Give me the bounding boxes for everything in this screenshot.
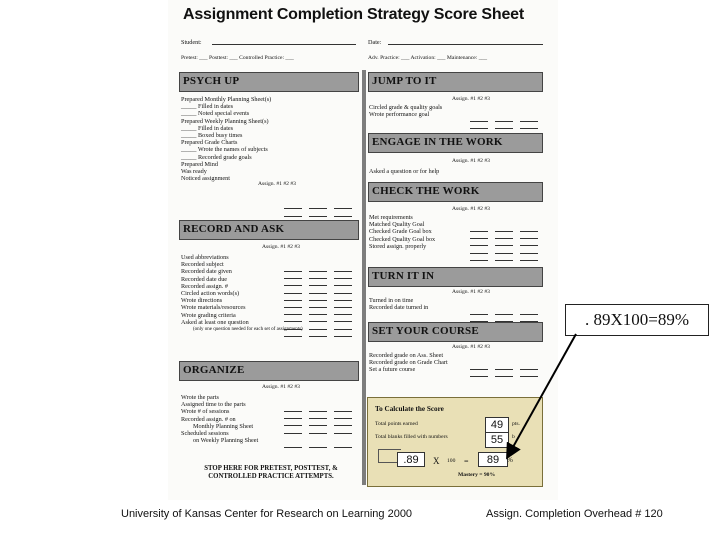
turn-it-in-heading: TURN IT IN bbox=[368, 267, 543, 287]
list-item: Asked a question or for help bbox=[369, 168, 440, 175]
organize-blanks bbox=[284, 394, 359, 444]
list-item: Prepared Weekly Planning Sheet(s) bbox=[181, 117, 269, 125]
list-item: Asked at least one question bbox=[181, 318, 249, 326]
calc-times: X bbox=[433, 456, 440, 466]
psych-up-list bbox=[181, 96, 271, 182]
stop-note: STOP HERE FOR PRETEST, POSTTEST, & CONTROLLED PRACTICE ATTEMPTS. bbox=[204, 465, 338, 480]
list-item: Recorded grade on Ass. Sheet bbox=[369, 352, 444, 359]
list-item: Circled grade & quality goals bbox=[369, 104, 443, 111]
organize-assign-header: Assign. #1 #2 #3 bbox=[262, 384, 300, 390]
list-item: Recorded date turned in bbox=[369, 304, 429, 312]
date-label: Date: bbox=[368, 39, 382, 46]
list-item: Recorded assign. # on bbox=[181, 415, 236, 423]
list-item: _____ Filled in dates bbox=[181, 103, 234, 111]
list-item: _____ Wrote the names of subjects bbox=[181, 146, 268, 154]
list-item: Prepared Mind bbox=[181, 160, 218, 168]
column-separator bbox=[362, 70, 366, 485]
list-item: Scheduled sessions bbox=[181, 430, 229, 438]
record-blanks bbox=[284, 254, 359, 326]
calc-row2-label: Total blanks filled with numbers bbox=[375, 434, 448, 440]
list-item: Wrote directions bbox=[181, 297, 223, 305]
engage-list bbox=[369, 168, 439, 175]
student-line bbox=[212, 44, 356, 45]
jump-list bbox=[369, 104, 442, 118]
list-item: Wrote # of sessions bbox=[181, 408, 230, 416]
set-course-assign-header: Assign. #1 #2 #3 bbox=[452, 344, 490, 350]
psych-up-heading: PSYCH UP bbox=[179, 72, 359, 92]
list-item: Checked Grade Goal box bbox=[369, 228, 432, 236]
list-item: on Weekly Planning Sheet bbox=[193, 437, 259, 445]
turn-assign-header: Assign. #1 #2 #3 bbox=[452, 289, 490, 295]
list-item: Wrote materials/resources bbox=[181, 304, 246, 312]
set-course-list bbox=[369, 352, 448, 374]
list-item: Recorded assign. # bbox=[181, 282, 228, 290]
list-item: Met requirements bbox=[369, 214, 413, 221]
check-blanks bbox=[470, 214, 545, 250]
practice-label: Adv. Practice: ___ Activation: ___ Maintenance: ___ bbox=[368, 55, 488, 61]
check-heading: CHECK THE WORK bbox=[368, 182, 543, 202]
blank-row bbox=[284, 199, 359, 217]
check-assign-header: Assign. #1 #2 #3 bbox=[452, 206, 490, 212]
calc-equals: = bbox=[464, 457, 469, 466]
engage-assign-header: Assign. #1 #2 #3 bbox=[452, 158, 490, 164]
list-item: _____ Boxed busy times bbox=[181, 132, 243, 140]
list-item: Recorded date given bbox=[181, 268, 232, 276]
calc-mastery: Mastery = 90% bbox=[458, 472, 496, 478]
list-item: Wrote the parts bbox=[181, 394, 219, 401]
score-percent-value: 89 bbox=[478, 452, 508, 467]
list-item: Assigned time to the parts bbox=[181, 401, 246, 409]
jump-assign-header: Assign. #1 #2 #3 bbox=[452, 96, 490, 102]
psych-up-assign-header: Assign. #1 #2 #3 bbox=[258, 181, 296, 187]
score-callout: . 89X100=89% bbox=[565, 304, 709, 336]
list-item: Prepared Grade Charts bbox=[181, 139, 238, 147]
list-item: _____ Noted special events bbox=[181, 110, 250, 118]
list-item: Circled action words(s) bbox=[181, 290, 240, 298]
list-item: Monthly Planning Sheet bbox=[193, 422, 254, 430]
footer-right: Assign. Completion Overhead # 120 bbox=[486, 508, 663, 520]
score-fraction-value: .89 bbox=[397, 452, 425, 467]
list-item: Used abbreviations bbox=[181, 254, 229, 261]
list-item: (only one question needed for each set of assignments) bbox=[193, 327, 303, 333]
jump-to-it-heading: JUMP TO IT bbox=[368, 72, 543, 92]
calc-row2-unit: b bbox=[512, 434, 515, 440]
calc-row1-unit: pts. bbox=[512, 421, 520, 427]
list-item: Wrote grading criteria bbox=[181, 311, 236, 319]
list-item: Prepared Monthly Planning Sheet(s) bbox=[181, 96, 272, 103]
points-earned-value: 49 bbox=[485, 417, 509, 433]
sheet-title: Assignment Completion Strategy Score Sheet bbox=[183, 6, 525, 23]
student-label: Student: bbox=[181, 39, 202, 46]
list-item: Recorded date due bbox=[181, 275, 228, 283]
list-item: Was ready bbox=[181, 168, 207, 176]
date-line bbox=[388, 44, 543, 45]
turn-list bbox=[369, 297, 428, 311]
list-item: Stored assign. properly bbox=[369, 242, 427, 250]
list-item: Recorded grade on Grade Chart bbox=[369, 359, 448, 367]
percent-sign: % bbox=[507, 456, 513, 464]
organize-list bbox=[181, 394, 258, 444]
record-assign-header: Assign. #1 #2 #3 bbox=[262, 244, 300, 250]
calc-row1-label: Total points earned bbox=[375, 421, 418, 427]
engage-heading: ENGAGE IN THE WORK bbox=[368, 133, 543, 153]
set-course-heading: SET YOUR COURSE bbox=[368, 322, 543, 342]
list-item: Turned in on time bbox=[369, 297, 414, 304]
list-item: Noticed assignment bbox=[181, 175, 230, 183]
list-item: _____ Filled in dates bbox=[181, 124, 234, 132]
list-item: Matched Quality Goal bbox=[369, 221, 425, 229]
calc-heading: To Calculate the Score bbox=[375, 405, 444, 413]
list-item: _____ Recorded grade goals bbox=[181, 153, 252, 161]
blanks-filled-value: 55 bbox=[485, 432, 509, 448]
organize-heading: ORGANIZE bbox=[179, 361, 359, 381]
jump-blanks bbox=[470, 104, 545, 118]
pretest-label: Pretest: ___ Posttest: ___ Controlled Practice: ___ bbox=[181, 55, 294, 61]
callout-arrow-icon bbox=[500, 330, 590, 470]
list-item: Recorded subject bbox=[181, 261, 224, 269]
turn-blanks bbox=[470, 297, 545, 311]
list-item: Checked Quality Goal box bbox=[369, 235, 436, 243]
list-item: Wrote performance goal bbox=[369, 111, 430, 119]
check-list bbox=[369, 214, 435, 250]
calc-hundred: 100 bbox=[447, 458, 456, 464]
list-item: Set a future course bbox=[369, 366, 416, 374]
footer-left: University of Kansas Center for Research on Learning 2000 bbox=[121, 508, 413, 520]
record-and-ask-heading: RECORD AND ASK bbox=[179, 220, 359, 240]
